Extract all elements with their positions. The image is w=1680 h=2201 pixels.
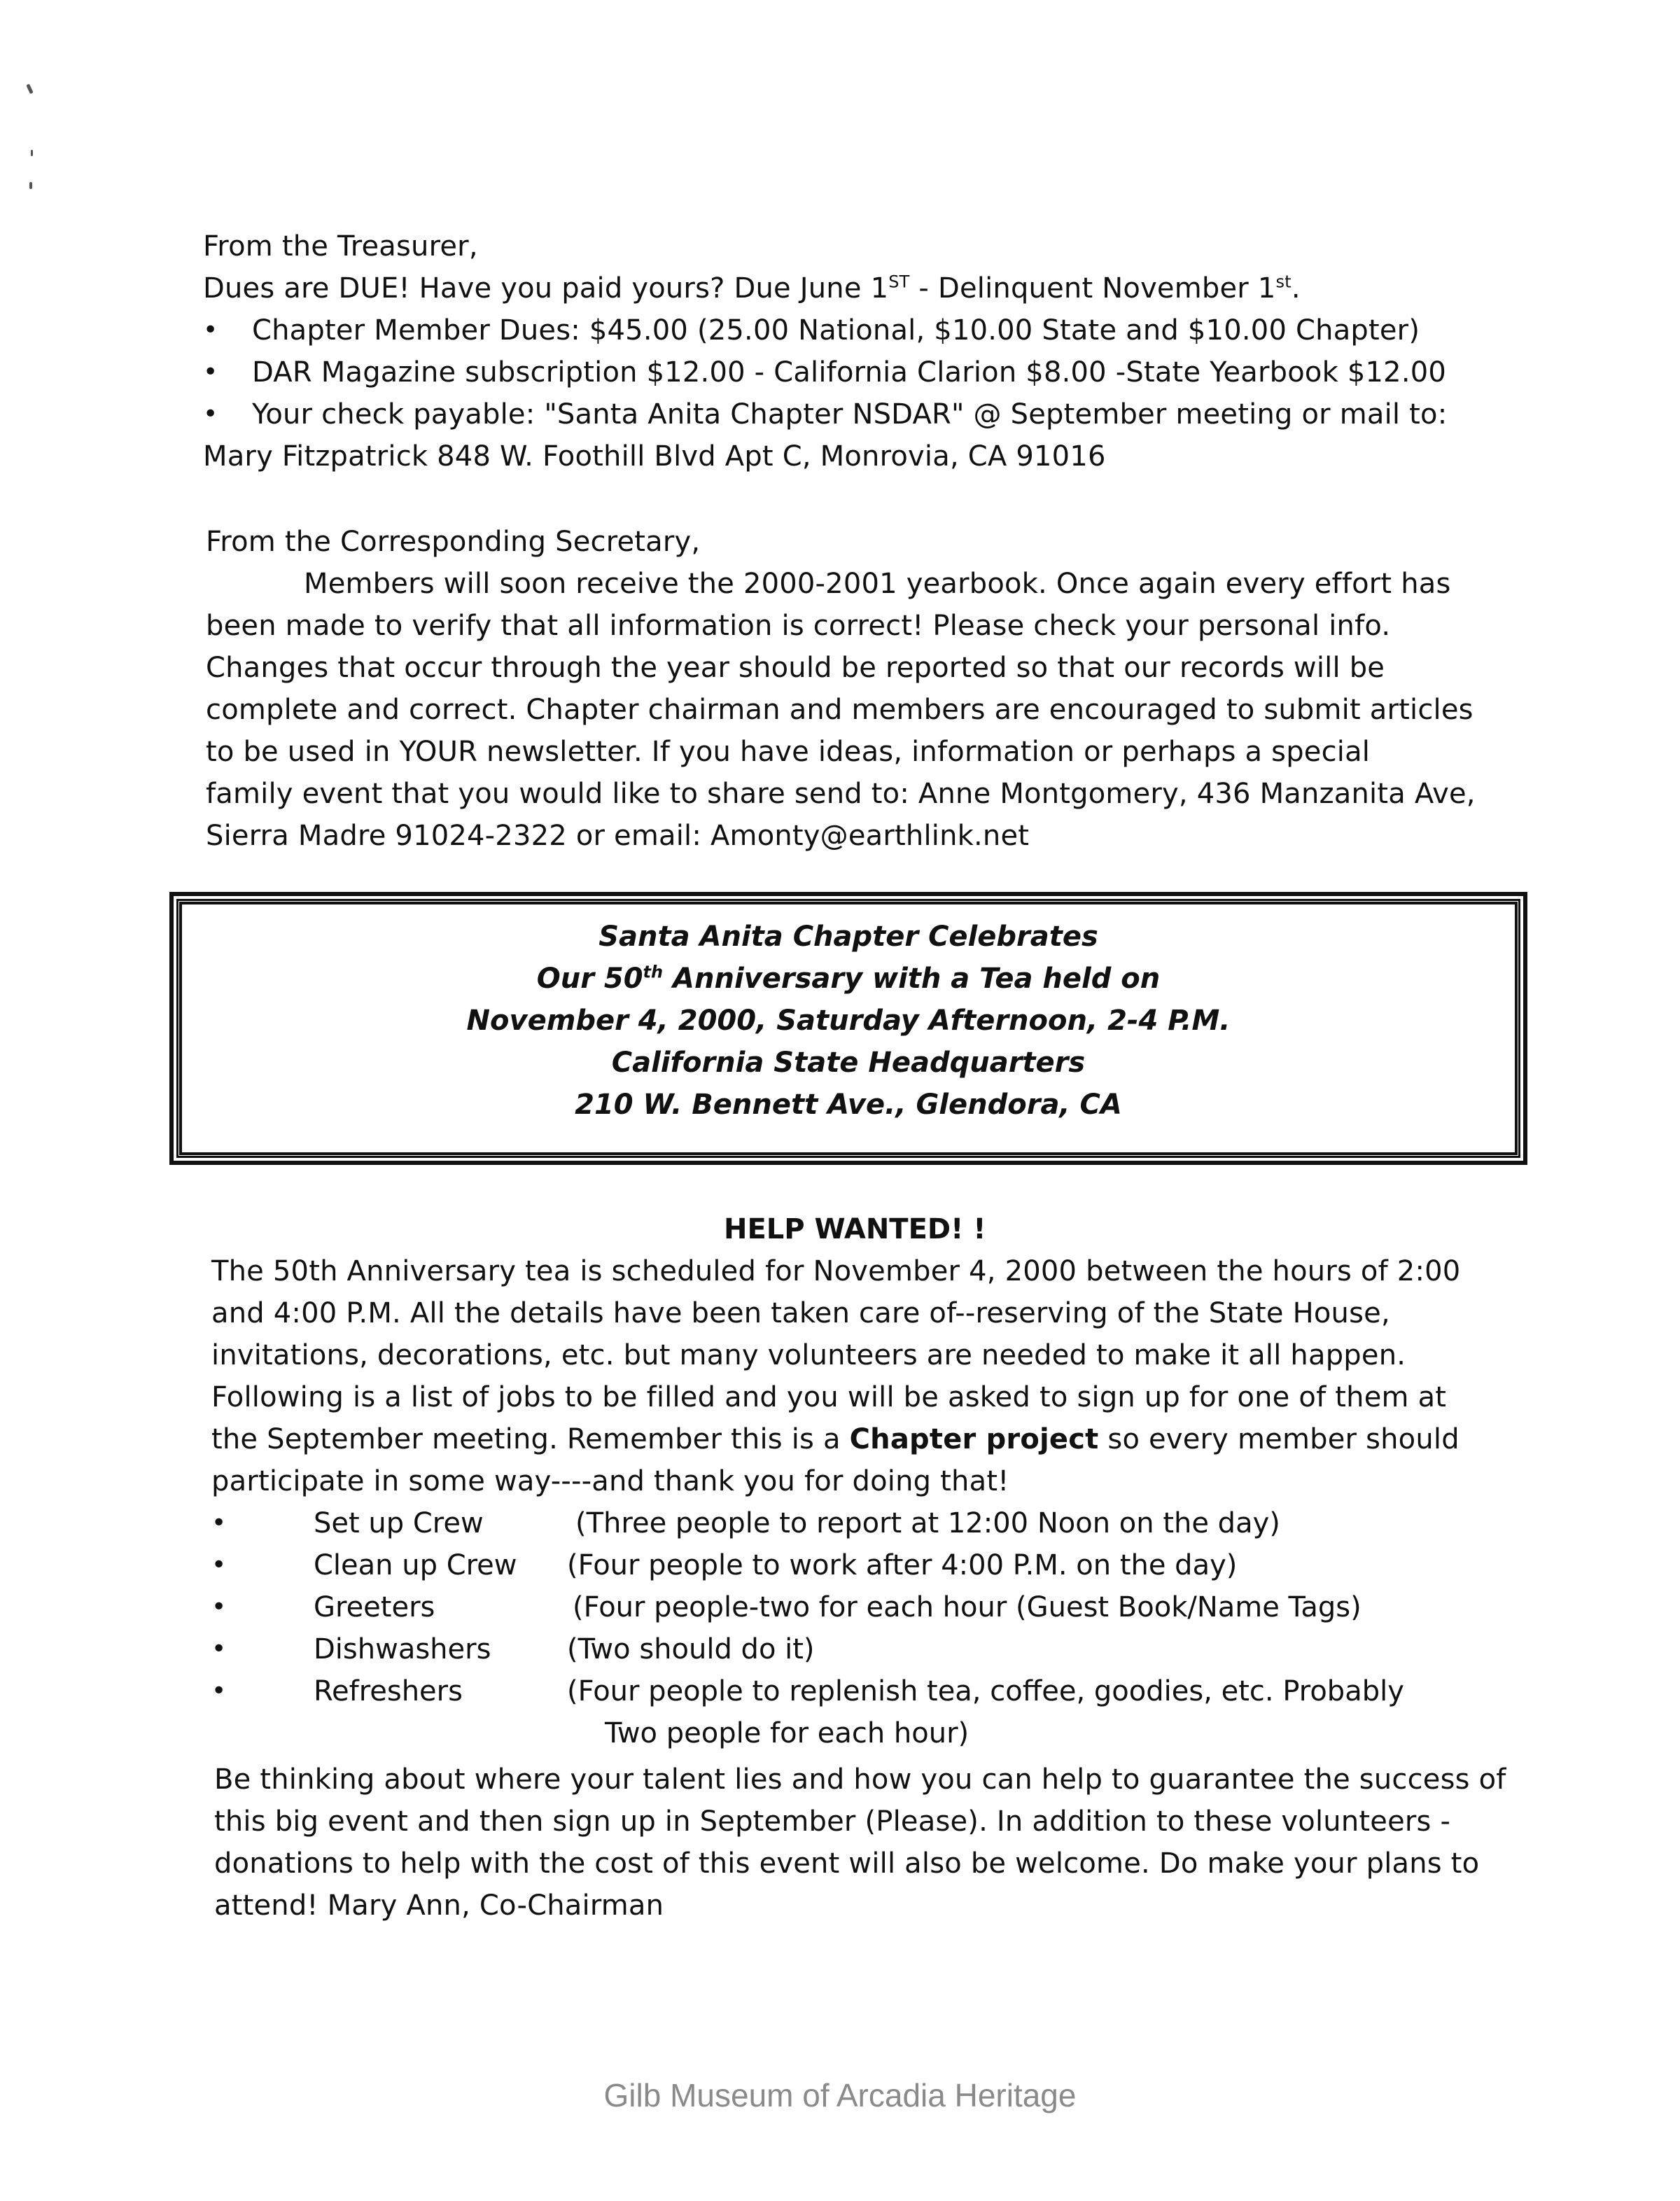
- treasurer-bullet-3: Your check payable: "Santa Anita Chapter NSDAR" @ September meeting or mail to:: [252, 398, 1448, 431]
- job-role: Clean up Crew: [314, 1549, 517, 1581]
- help-wanted-section: [211, 1250, 1541, 1943]
- treasurer-section: [203, 225, 1533, 477]
- bullet-icon: •: [203, 358, 218, 386]
- job-role: Refreshers: [314, 1675, 463, 1707]
- closing-line-3: donations to help with the cost of this event will also be welcome. Do make your plans to: [214, 1847, 1480, 1880]
- refreshers-continued: Two people for each hour): [605, 1717, 969, 1749]
- bullet-icon: •: [211, 1635, 227, 1663]
- anniversary-announcement-box: [169, 892, 1527, 1165]
- job-role: Greeters: [314, 1591, 435, 1623]
- dues-due-text-1: Dues are DUE! Have you paid yours? Due June 1: [203, 272, 889, 305]
- treasurer-address: Mary Fitzpatrick 848 W. Foothill Blvd Apt C, Monrovia, CA 91016: [203, 440, 1106, 473]
- help-wanted-line-1: The 50th Anniversary tea is scheduled for November 4, 2000 between the hours of 2:00: [211, 1255, 1461, 1287]
- announcement-line-2-text-2: Anniversary with a Tea held on: [663, 963, 1161, 995]
- scan-speck: [29, 182, 32, 189]
- dues-due-sup-2: st: [1275, 272, 1292, 292]
- treasurer-bullet-1: Chapter Member Dues: $45.00 (25.00 National, $10.00 State and $10.00 Chapter): [252, 314, 1420, 347]
- job-detail: (Four people to replenish tea, coffee, goodies, etc. Probably: [567, 1675, 1404, 1707]
- help-wanted-line-2: and 4:00 P.M. All the details have been taken care of--reserving of the State House,: [211, 1297, 1390, 1329]
- bullet-icon: •: [211, 1509, 227, 1537]
- announcement-line-2-text-1: Our 50: [536, 963, 643, 995]
- treasurer-heading: From the Treasurer,: [203, 230, 478, 263]
- job-detail: (Three people to report at 12:00 Noon on the day): [575, 1507, 1280, 1539]
- job-detail: (Four people-two for each hour (Guest Book/Name Tags): [573, 1591, 1362, 1623]
- closing-line-2: this big event and then sign up in September (Please). In addition to these volunteers -: [214, 1805, 1451, 1838]
- dues-due-sup-1: ST: [888, 272, 910, 292]
- help-wanted-line-5-text-2: so every member should: [1098, 1423, 1460, 1455]
- secretary-line-4: complete and correct. Chapter chairman and members are encouraged to submit articles: [206, 694, 1474, 726]
- help-wanted-line-3: invitations, decorations, etc. but many volunteers are needed to make it all happen.: [211, 1339, 1406, 1371]
- secretary-line-5: to be used in YOUR newsletter. If you have ideas, information or perhaps a special: [206, 736, 1371, 768]
- secretary-section: [206, 521, 1536, 857]
- scan-speck: [26, 84, 33, 95]
- scan-speck: [31, 150, 33, 156]
- help-wanted-line-6: participate in some way----and thank you for doing that!: [211, 1465, 1009, 1497]
- help-wanted-line-4: Following is a list of jobs to be filled and you will be asked to sign up for one of them at: [211, 1381, 1447, 1413]
- dues-due-line: [203, 267, 1301, 309]
- secretary-line-1: Members will soon receive the 2000-2001 yearbook. Once again every effort has: [304, 568, 1451, 600]
- bullet-icon: •: [211, 1677, 227, 1705]
- dues-due-text-3: .: [1291, 272, 1301, 305]
- job-role: Set up Crew: [314, 1507, 484, 1539]
- chapter-project-emphasis: Chapter project: [849, 1423, 1099, 1455]
- announcement-line-2-sup: th: [643, 962, 664, 982]
- secretary-line-6: family event that you would like to share send to: Anne Montgomery, 436 Manzanita Ave,: [206, 778, 1476, 810]
- announcement-line-5: 210 W. Bennett Ave., Glendora, CA: [575, 1089, 1122, 1121]
- bullet-icon: •: [211, 1551, 227, 1579]
- announcement-line-2: [174, 958, 1523, 1000]
- job-detail: (Two should do it): [567, 1633, 815, 1665]
- help-wanted-heading: HELP WANTED! !: [724, 1213, 986, 1245]
- secretary-line-2: been made to verify that all information is correct! Please check your personal info.: [206, 610, 1391, 642]
- job-role: Dishwashers: [314, 1633, 491, 1665]
- secretary-line-7: Sierra Madre 91024-2322 or email: Amonty@earthlink.net: [206, 820, 1030, 852]
- bullet-icon: •: [203, 316, 218, 344]
- dues-due-text-2: - Delinquent November 1: [909, 272, 1276, 305]
- closing-line-1: Be thinking about where your talent lies and how you can help to guarantee the success of: [214, 1763, 1506, 1796]
- help-wanted-line-5: [211, 1418, 1460, 1460]
- announcement-line-1: Santa Anita Chapter Celebrates: [598, 921, 1098, 953]
- closing-line-4: attend! Mary Ann, Co-Chairman: [214, 1889, 664, 1922]
- announcement-line-4: California State Headquarters: [611, 1047, 1086, 1079]
- museum-watermark: Gilb Museum of Arcadia Heritage: [603, 2077, 1077, 2113]
- secretary-heading: From the Corresponding Secretary,: [206, 526, 701, 558]
- help-wanted-line-5-text-1: the September meeting. Remember this is a: [211, 1423, 850, 1455]
- treasurer-bullet-2: DAR Magazine subscription $12.00 - California Clarion $8.00 -State Yearbook $12.00: [252, 356, 1447, 389]
- bullet-icon: •: [211, 1593, 227, 1621]
- bullet-icon: •: [203, 400, 218, 428]
- job-detail: (Four people to work after 4:00 P.M. on the day): [567, 1549, 1238, 1581]
- secretary-line-3: Changes that occur through the year should be reported so that our records will be: [206, 652, 1385, 684]
- announcement-line-3: November 4, 2000, Saturday Afternoon, 2-4 P.M.: [466, 1005, 1231, 1037]
